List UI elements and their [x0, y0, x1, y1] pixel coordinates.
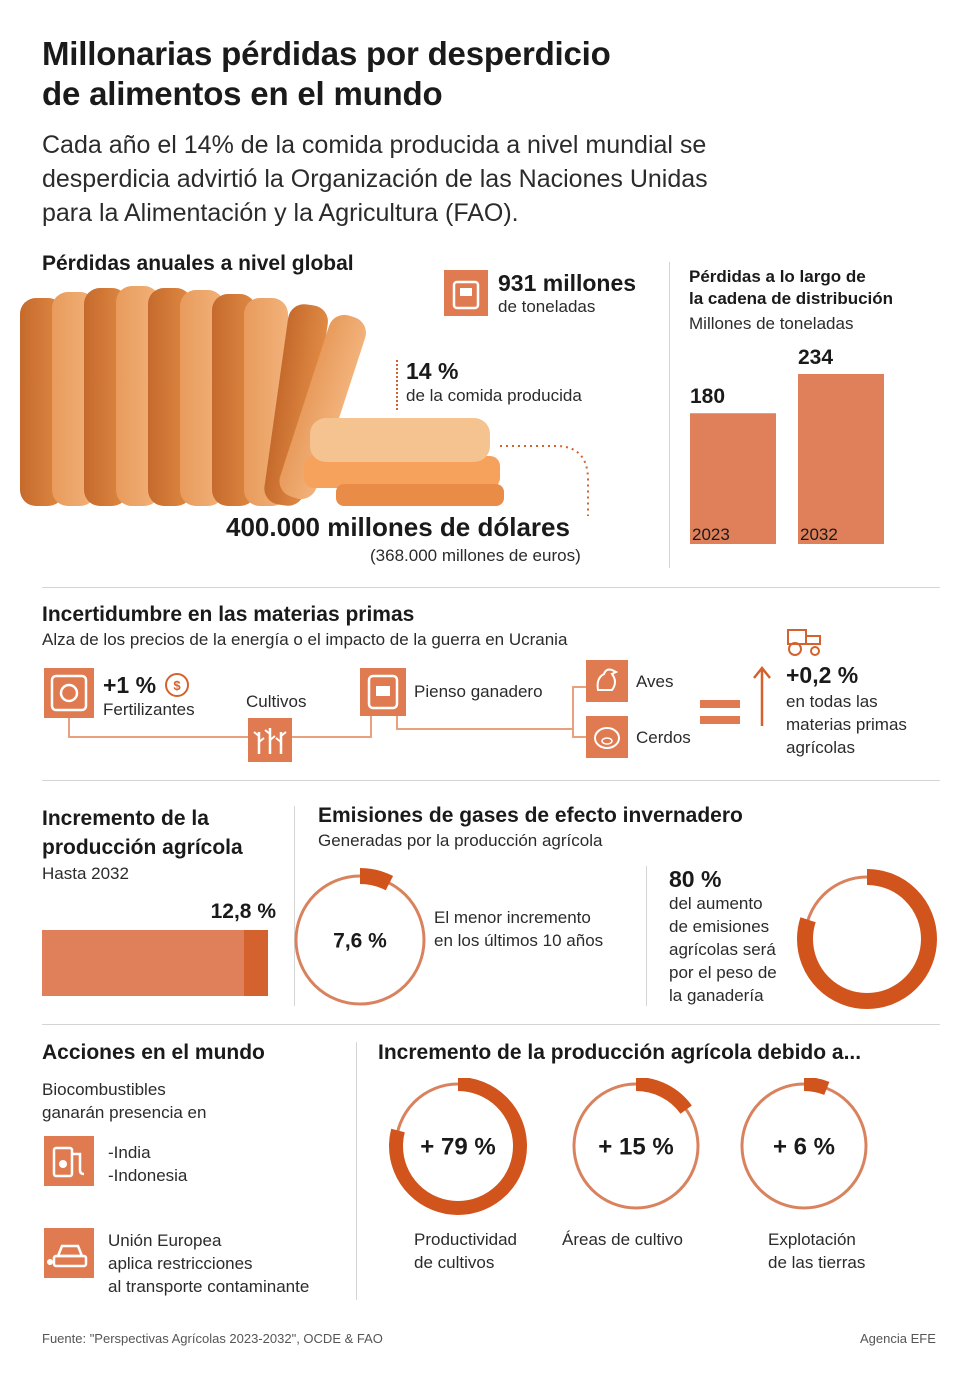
flow-line: [572, 686, 586, 688]
feed-sack-icon: [360, 668, 406, 716]
sack-icon: [444, 270, 488, 316]
equals-icon: [700, 700, 740, 708]
chain-category-label: 2023: [692, 525, 730, 544]
flow-line: [396, 728, 572, 730]
drivers-heading: Incremento de la producción agrícola debido a...: [378, 1041, 862, 1064]
driver3-line-1: Explotación: [768, 1230, 856, 1249]
ring2-label: [669, 892, 777, 1007]
driver-ring-3: [740, 1078, 900, 1218]
ring2-line-2: de emisiones: [669, 917, 770, 936]
result-line-1: en todas las: [786, 692, 878, 711]
ring-value-label: + 79 %: [420, 1133, 496, 1161]
agency-credit: Agencia EFE: [860, 1331, 936, 1346]
result-line-3: agrícolas: [786, 738, 855, 757]
result-pct: +0,2 %: [786, 662, 859, 688]
fuel-pump-icon: [44, 1136, 94, 1186]
eu-line-1: Unión Europea: [108, 1231, 222, 1250]
driver2-line-1: Áreas de cultivo: [562, 1230, 683, 1249]
birds-label: Aves: [636, 672, 674, 691]
ring1-label-line-2: en los últimos 10 años: [434, 931, 604, 950]
subtitle-line-1: Cada año el 14% de la comida producida a nivel mundial se: [42, 131, 707, 159]
actions-heading: Acciones en el mundo: [42, 1041, 265, 1064]
chain-bar-2032: [798, 374, 884, 544]
flow-line: [68, 715, 70, 737]
chain-heading-line-1: Pérdidas a lo largo de: [689, 267, 866, 286]
crops-icon: [248, 718, 292, 762]
increase-heading: [42, 804, 243, 862]
chain-category-label: 2032: [800, 525, 838, 544]
emissions-subheading: Generadas por la producción agrícola: [318, 831, 603, 850]
divider-vertical-3: [646, 866, 647, 1006]
increase-bar: [42, 930, 268, 996]
tons-unit: de toneladas: [498, 297, 596, 316]
increase-heading-line-2: producción agrícola: [42, 836, 243, 859]
flow-line: [572, 686, 574, 738]
chain-heading: [689, 266, 893, 310]
increase-heading-line-1: Incremento de la: [42, 807, 209, 830]
raw-heading: Incertidumbre en las materias primas: [42, 603, 415, 626]
ring-value-label: + 15 %: [598, 1133, 674, 1161]
page-subtitle: [42, 128, 708, 230]
coin-icon: [164, 672, 190, 698]
result-label: [786, 690, 907, 759]
page-title: [42, 34, 611, 114]
driver1-label: [414, 1228, 517, 1274]
raw-subheading: Alza de los precios de la energía o el impacto de la guerra en Ucrania: [42, 630, 568, 649]
subtitle-line-2: desperdicia advirtió la Organización de las Naciones Unidas: [42, 165, 708, 193]
country-1: -India: [108, 1143, 151, 1162]
driver3-line-2: de las tierras: [768, 1253, 866, 1272]
subtitle-line-3: para la Alimentación y la Agricultura (FAO).: [42, 199, 519, 227]
bread-image-icon: [14, 278, 554, 538]
chicken-icon: [586, 660, 628, 702]
svg-text:$: $: [173, 678, 181, 693]
pig-icon: [586, 716, 628, 758]
pct-label: de la comida producida: [406, 386, 582, 405]
ring1-label: [434, 906, 603, 952]
chain-value-label: 234: [798, 346, 834, 369]
chain-heading-line-2: la cadena de distribución: [689, 289, 894, 308]
flow-line: [292, 736, 372, 738]
fertilizer-sack-icon: [44, 668, 94, 718]
ring2-pct: 80 %: [669, 866, 722, 892]
fert-pct: +1 %: [103, 672, 157, 698]
chain-unit: Millones de toneladas: [689, 314, 854, 333]
tractor-icon: [784, 622, 826, 658]
chain-bar-chart: [680, 330, 910, 575]
usd-value: 400.000 millones de dólares: [226, 512, 570, 542]
pigs-label: Cerdos: [636, 728, 691, 747]
ring2-line-1: del aumento: [669, 894, 763, 913]
ring2-line-5: la ganadería: [669, 986, 764, 1005]
pct-value: 14 %: [406, 358, 459, 384]
fert-label: Fertilizantes: [103, 700, 195, 719]
increase-period: Hasta 2032: [42, 864, 129, 883]
divider-vertical-1: [669, 262, 670, 568]
ring-value-label: + 6 %: [772, 1133, 836, 1161]
increase-value-label: 12,8 %: [210, 900, 276, 923]
divider-3: [42, 1024, 940, 1025]
driver-ring-2: [556, 1078, 716, 1218]
losses-heading: Pérdidas anuales a nivel global: [42, 252, 354, 275]
eu-text: [108, 1229, 309, 1298]
driver1-line-2: de cultivos: [414, 1253, 495, 1272]
chain-value-label: 180: [690, 385, 726, 409]
ring1-label-line-1: El menor incremento: [434, 908, 591, 927]
eur-value: (368.000 millones de euros): [370, 546, 581, 565]
flow-line: [68, 736, 248, 738]
title-line-2: de alimentos en el mundo: [42, 75, 443, 112]
ring2-line-3: agrícolas será: [669, 940, 776, 959]
emissions-ring-1: [290, 864, 430, 1010]
driver1-line-1: Productividad: [414, 1230, 518, 1249]
car-exhaust-icon: [44, 1228, 94, 1278]
arrow-up-icon: [752, 664, 772, 728]
source-note: Fuente: "Perspectivas Agrícolas 2023-2032", OCDE & FAO: [42, 1331, 383, 1346]
driver2-label: [562, 1228, 683, 1251]
ring-value-label: 7,6 %: [333, 929, 387, 953]
flow-line: [572, 736, 586, 738]
feed-label: Pienso ganadero: [414, 682, 543, 701]
divider-1: [42, 587, 940, 588]
title-line-1: Millonarias pérdidas por desperdicio: [42, 35, 611, 72]
increase-bar-chart: [40, 892, 282, 1004]
bio-line-1: Biocombustibles: [42, 1080, 166, 1099]
eu-line-3: al transporte contaminante: [108, 1277, 310, 1296]
ring2-line-4: por el peso de: [669, 963, 777, 982]
emissions-ring-2: [794, 866, 940, 1012]
increase-bar-segment: [244, 930, 268, 996]
driver-ring-1: [378, 1078, 538, 1218]
pct-connector: [396, 360, 404, 410]
bio-text: [42, 1078, 206, 1124]
country-2: -Indonesia: [108, 1166, 188, 1185]
driver3-label: [768, 1228, 865, 1274]
countries-list: [108, 1141, 187, 1187]
tons-value: 931 millones: [498, 270, 637, 296]
crops-label: Cultivos: [246, 692, 307, 711]
equals-icon: [700, 716, 740, 724]
usd-connector: [496, 440, 606, 520]
emissions-heading: Emisiones de gases de efecto invernadero: [318, 804, 743, 827]
divider-vertical-4: [356, 1042, 357, 1300]
divider-2: [42, 780, 940, 781]
bio-line-2: ganarán presencia en: [42, 1103, 207, 1122]
eu-line-2: aplica restricciones: [108, 1254, 253, 1273]
result-line-2: materias primas: [786, 715, 907, 734]
flow-line: [370, 716, 372, 738]
